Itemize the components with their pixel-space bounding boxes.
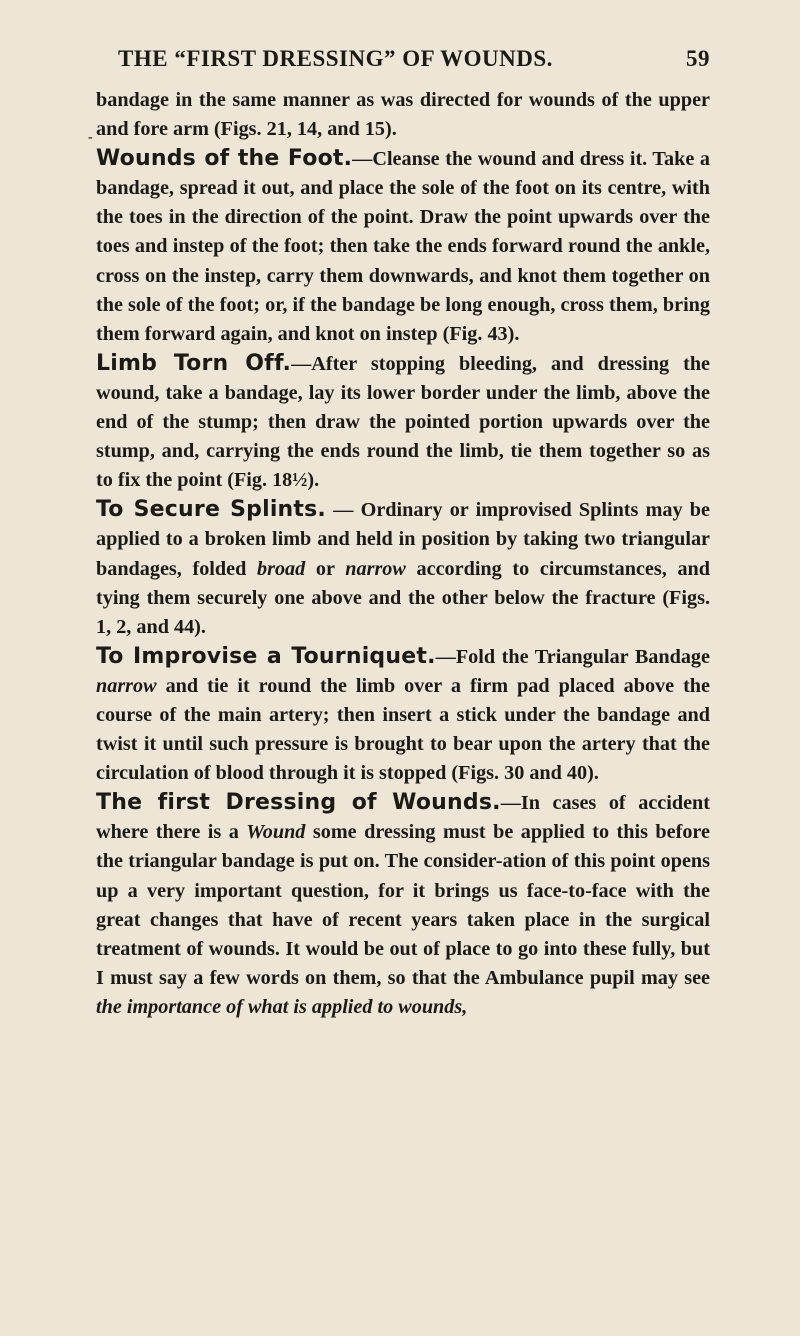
paragraph-text: bandage in the same manner as was directed for wounds of the upper and fore arm (Figs. 21, 14, and 15). (96, 89, 710, 141)
paragraph-text: —After stopping bleeding, and dressing the wound, take a bandage, lay its lower border under the limb, above the end of the stump; then draw the pointed portion upwards over the stump, and, carrying the ends round the limb, tie them together so as to fix the point (Fig. 18½). (96, 352, 711, 492)
paragraph-secure-splints (96, 495, 710, 641)
section-heading: Limb Torn Off. (96, 350, 292, 376)
paragraph-improvise-tourniquet (96, 642, 710, 788)
paragraph-text: some dressing must be applied to this before the triangular bandage is put on. The consider-ation of this point opens up a very important question, for it brings us face-to-face with the great changes that have of recent years taken place in the surgical treatment of wounds. It would be out of place to go into these fully, but I must say a few words on them, so that the Ambulance pupil may see (96, 821, 710, 989)
margin-mark: - (88, 130, 93, 145)
paragraph-wounds-of-foot (96, 144, 710, 349)
italic-text: Wound (246, 821, 306, 844)
paragraph-text: —In cases of accident where there is a (96, 792, 710, 844)
italic-text: the importance of what is applied to wounds, (96, 995, 468, 1018)
running-title: THE “FIRST DRESSING” OF WOUNDS. (118, 46, 553, 71)
section-heading: Wounds of the Foot. (96, 146, 353, 172)
running-head (118, 46, 710, 80)
italic-text: narrow (345, 557, 406, 580)
paragraph-text: according to circumstances, and tying them securely one above and the other below the fracture (Figs. 1, 2, and 44). (96, 557, 710, 638)
paragraph-text: — Ordinary or improvised Splints may be applied to a broken limb and held in position by taking two triangular bandages, folded (96, 499, 710, 580)
paragraph-limb-torn-off (96, 349, 710, 495)
paragraph-continuation (96, 86, 710, 144)
paragraph-text: and tie it round the limb over a firm pad placed above the course of the main artery; then insert a stick under the bandage and twist it until such pressure is brought to bear upon the artery that the circulation of blood through it is stopped (Figs. 30 and 40). (96, 674, 710, 785)
paragraph-text: or (305, 557, 346, 580)
italic-text: broad (257, 557, 306, 580)
body-text (96, 86, 710, 1022)
section-heading: To Improvise a Tourniquet. (96, 643, 436, 669)
italic-text: narrow (96, 674, 157, 697)
paragraph-first-dressing (96, 788, 710, 1022)
section-heading: The first Dressing of Wounds. (96, 790, 501, 816)
paragraph-text: —Fold the Triangular Bandage (435, 645, 710, 668)
paragraph-text: —Cleanse the wound and dress it. Take a bandage, spread it out, and place the sole of the foot on its centre, with the toes in the direction of the point. Draw the point upwards over the toes and instep of the foot; then take the ends forward round the ankle, cross on the instep, carry them downwards, and knot them together on the sole of the foot; or, if the bandage be long enough, cross them, bring them forward again, and knot on instep (Fig. 43). (96, 148, 710, 345)
section-heading: To Secure Splints. (96, 497, 326, 523)
page-number: 59 (686, 46, 710, 71)
